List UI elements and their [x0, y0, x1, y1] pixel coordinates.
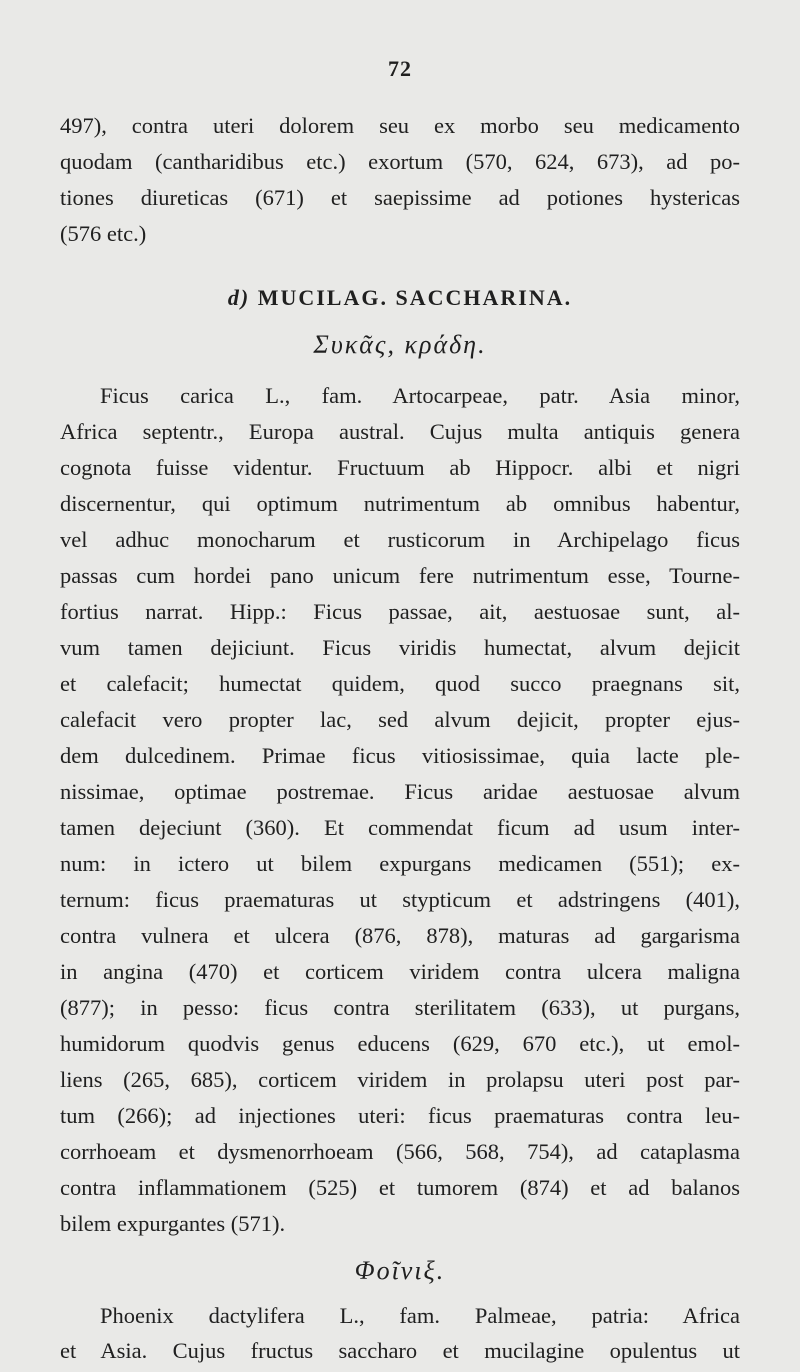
greek-title: Συκᾶς, κράδη. — [313, 330, 487, 359]
text-line: vum tamen dejiciunt. Ficus viridis humectat, alvum dejicit — [60, 635, 740, 660]
text-line: nissimae, optimae postremae. Ficus aridae aestuosae alvum — [60, 779, 740, 804]
text-line: tiones diureticas (671) et saepissime ad potiones hystericas — [60, 185, 740, 210]
text-line: 497), contra uteri dolorem seu ex morbo seu medicamento — [60, 113, 740, 138]
text-line: (576 etc.) — [60, 221, 147, 246]
text-line: cognota fuisse videntur. Fructuum ab Hippocr. albi et nigri — [60, 455, 740, 480]
page-number: 72 — [388, 56, 412, 81]
text-line: Ficus carica L., fam. Artocarpeae, patr. Asia minor, — [100, 383, 740, 408]
section-label: d) — [227, 285, 251, 310]
section-heading — [0, 285, 800, 311]
text-line: contra vulnera et ulcera (876, 878), maturas ad gargarisma — [60, 923, 740, 948]
text-line: num: in ictero ut bilem expurgans medicamen (551); ex- — [60, 851, 740, 876]
text-line: quodam (cantharidibus etc.) exortum (570, 624, 673), ad po- — [60, 149, 740, 174]
text-line: humidorum quodvis genus educens (629, 670 etc.), ut emol- — [60, 1031, 740, 1056]
text-line: Phoenix dactylifera L., fam. Palmeae, patria: Africa — [100, 1303, 740, 1328]
text-line: contra inflammationem (525) et tumorem (874) et ad balanos — [60, 1175, 740, 1200]
greek-title: Φοῖνιξ. — [354, 1256, 446, 1285]
text-line: corrhoeam et dysmenorrhoeam (566, 568, 754), ad cataplasma — [60, 1139, 740, 1164]
text-line: tamen dejeciunt (360). Et commendat ficum ad usum inter- — [60, 815, 740, 840]
text-line: tum (266); ad injectiones uteri: ficus praematuras contra leu- — [60, 1103, 740, 1128]
text-line: passas cum hordei pano unicum fere nutrimentum esse, Tourne- — [60, 563, 740, 588]
text-line: (877); in pesso: ficus contra sterilitatem (633), ut purgans, — [60, 995, 740, 1020]
text-line: vel adhuc monocharum et rusticorum in Archipelago ficus — [60, 527, 740, 552]
text-line: in angina (470) et corticem viridem contra ulcera maligna — [60, 959, 740, 984]
text-line: fortius narrat. Hipp.: Ficus passae, ait, aestuosae sunt, al- — [60, 599, 740, 624]
text-line: bilem expurgantes (571). — [60, 1211, 286, 1236]
text-line: Africa septentr., Europa austral. Cujus multa antiquis genera — [60, 419, 740, 444]
text-line: calefacit vero propter lac, sed alvum dejicit, propter ejus- — [60, 707, 740, 732]
text-line: liens (265, 685), corticem viridem in prolapsu uteri post par- — [60, 1067, 740, 1092]
section-title: MUCILAG. SACCHARINA. — [257, 285, 573, 310]
text-line: dem dulcedinem. Primae ficus vitiosissimae, quia lacte ple- — [60, 743, 740, 768]
text-line: et calefacit; humectat quidem, quod succo praegnans sit, — [60, 671, 740, 696]
text-line: ternum: ficus praematuras ut stypticum et adstringens (401), — [60, 887, 740, 912]
text-line: discernentur, qui optimum nutrimentum ab omnibus habentur, — [60, 491, 740, 516]
text-line: et Asia. Cujus fructus saccharo et mucilagine opulentus ut — [60, 1338, 740, 1363]
